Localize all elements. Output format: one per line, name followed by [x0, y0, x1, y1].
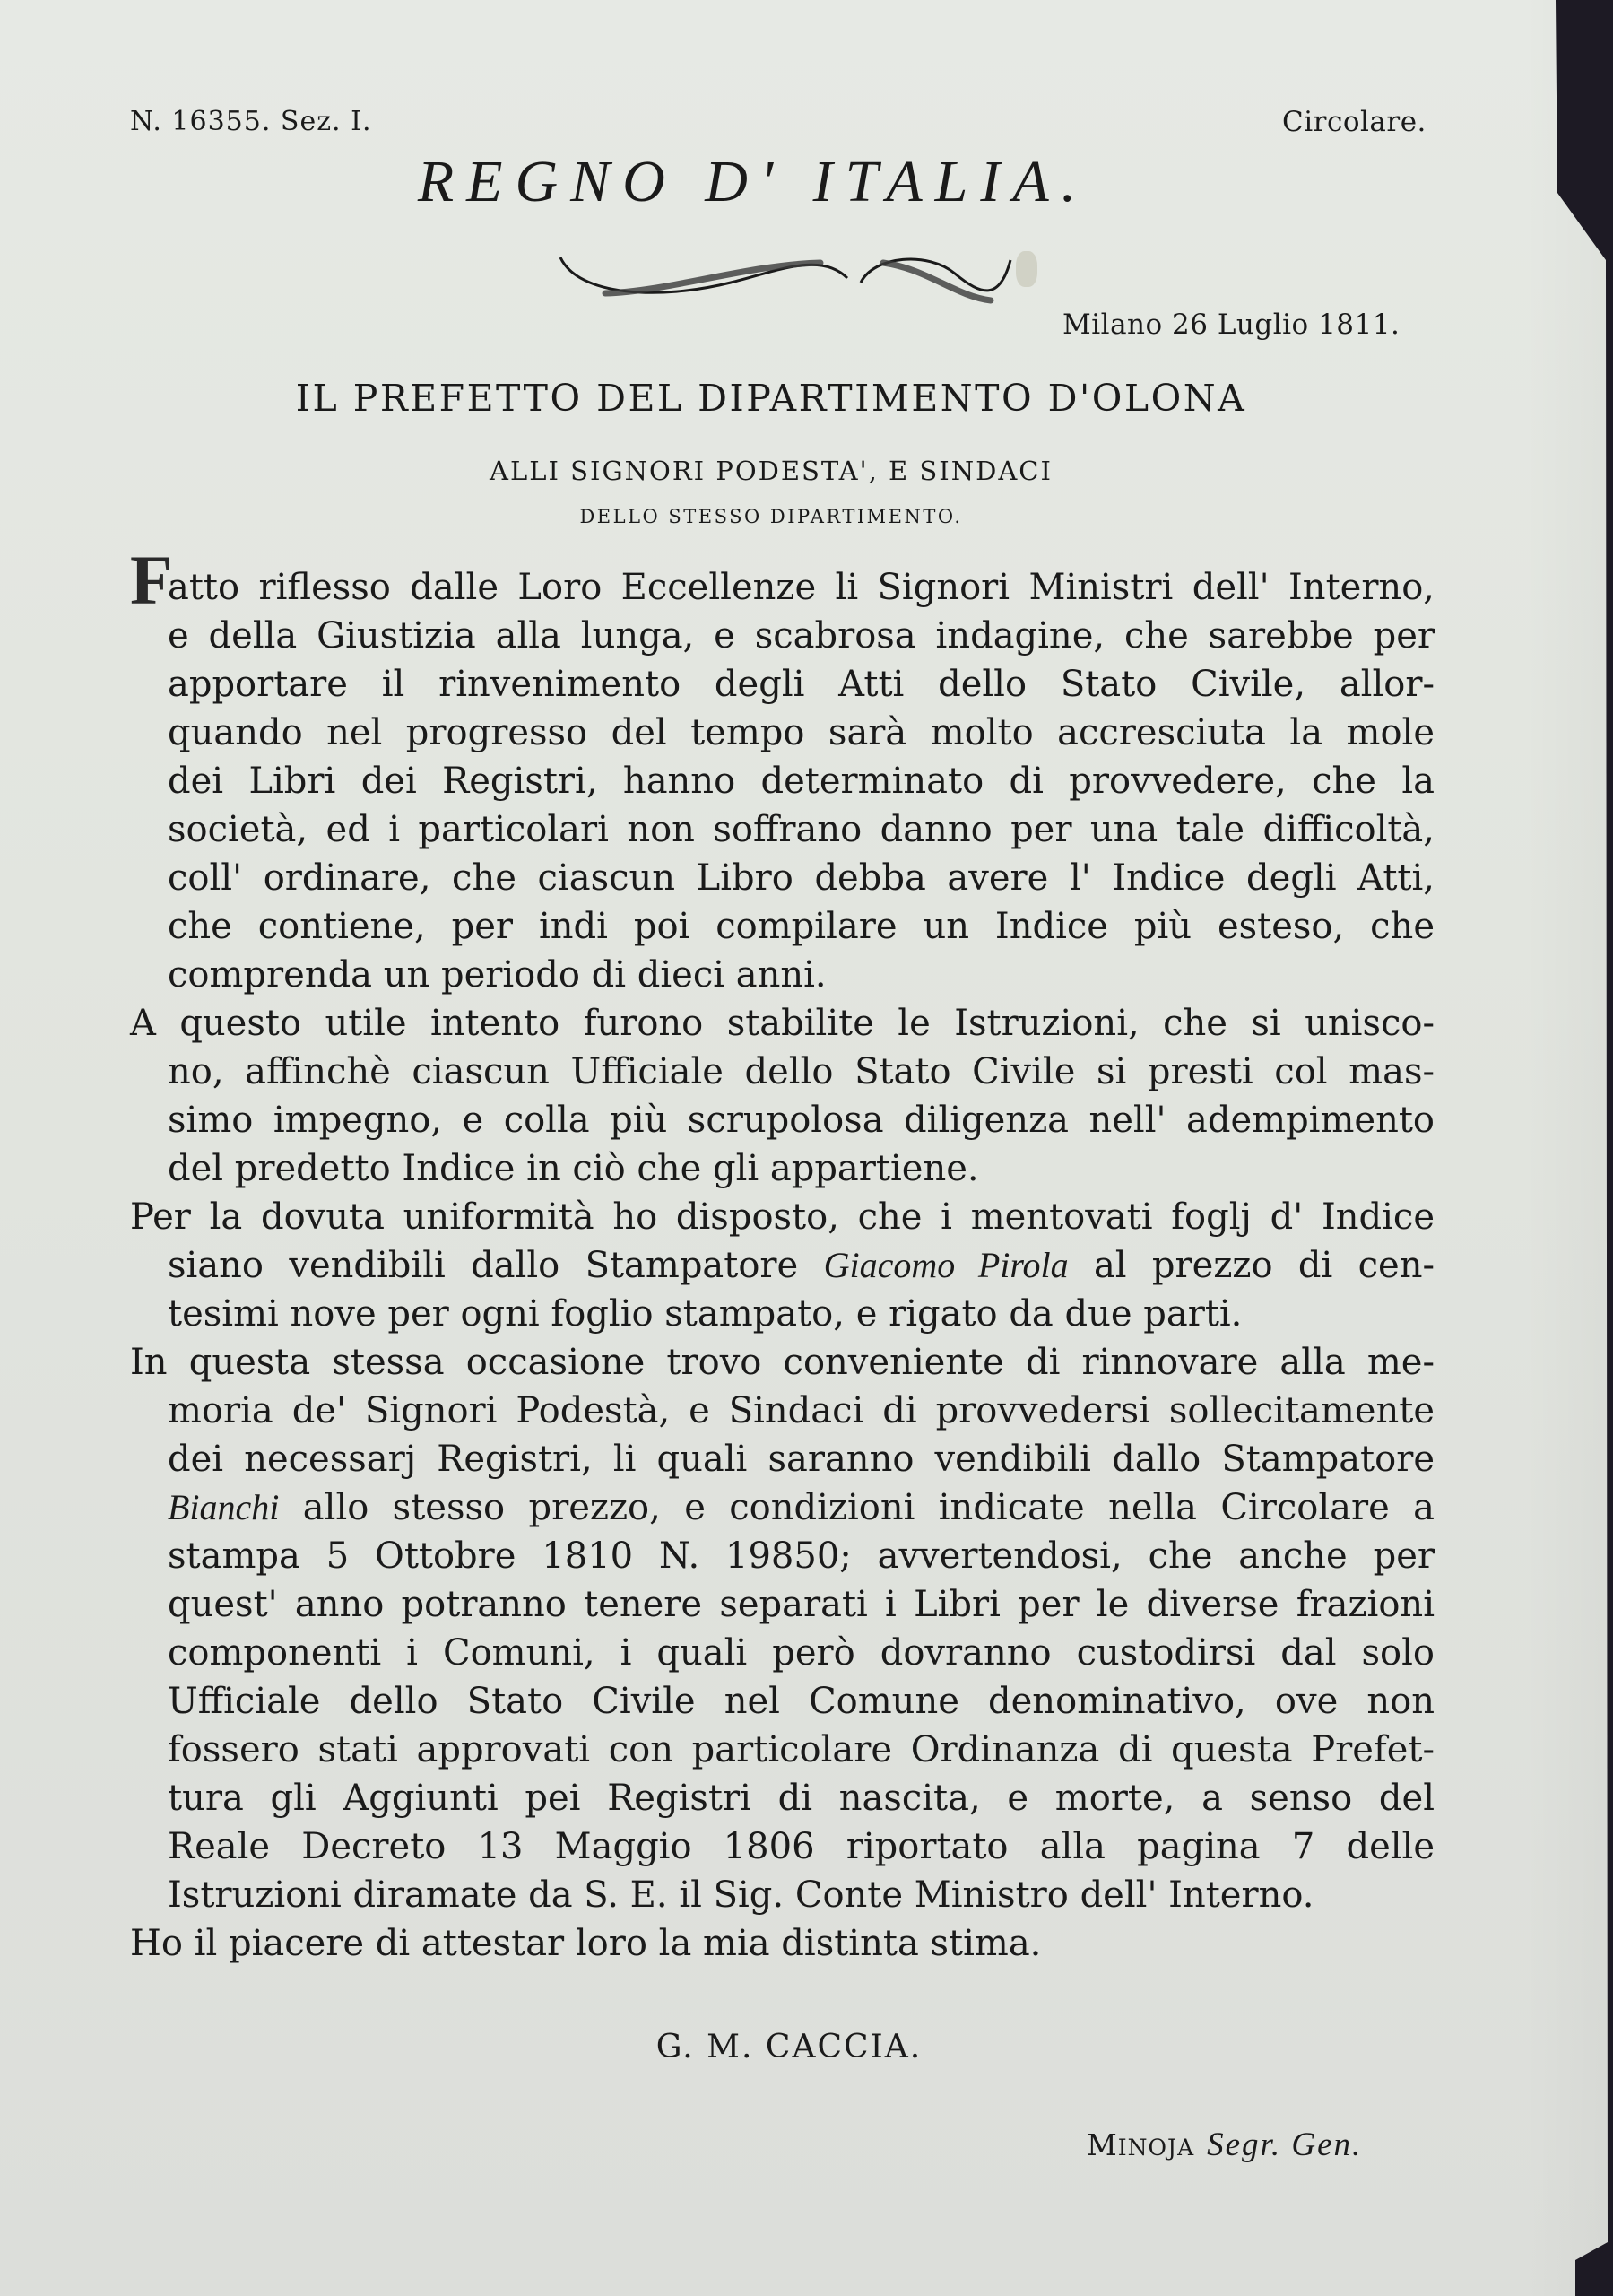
body-line: quest' anno potranno tenere separati i Libri per le diverse frazioni	[168, 1584, 1435, 1625]
body-line: componenti i Comuni, i quali però dovranno custodirsi dal solo	[168, 1632, 1435, 1674]
body-line	[130, 1241, 1435, 1290]
paragraph-3	[130, 1193, 1435, 1338]
prefect-signature: G. M. CACCIA.	[655, 2029, 923, 2066]
body-line: e della Giustizia alla lunga, e scabrosa indagine, che sarebbe per	[168, 615, 1435, 657]
reference-number: N. 16355. Sez. I.	[130, 106, 372, 137]
body-line: del predetto Indice in ciò che gli appartiene.	[168, 1148, 979, 1189]
flourish-ornament-icon	[551, 247, 1018, 314]
secretary-title: Segr. Gen.	[1207, 2126, 1363, 2163]
body-line: simo impegno, e colla più scrupolosa diligenza nell' adempimento	[168, 1100, 1435, 1141]
body-line: comprenda un periodo di dieci anni.	[168, 954, 827, 996]
body-line: Ufficiale dello Stato Civile nel Comune denominativo, ove non	[168, 1681, 1435, 1722]
secretary-signature	[1087, 2126, 1362, 2164]
kingdom-title: REGNO D' ITALIA.	[417, 149, 1089, 214]
body-line: In questa stessa occasione trovo conveniente di rinnovare alla me-	[130, 1342, 1435, 1383]
secretary-name-rest: INOJA	[1117, 2135, 1195, 2161]
printer-name: Bianchi	[168, 1487, 280, 1527]
body-line	[130, 541, 1435, 619]
ornament-right-swash-inner	[883, 263, 991, 300]
addressee-subline: DELLO STESSO DIPARTIMENTO.	[579, 506, 963, 527]
body-line: tura gli Aggiunti pei Registri di nascita, e morte, a senso del	[168, 1778, 1435, 1819]
body-line: società, ed i particolari non soffrano danno per una tale difficoltà,	[168, 809, 1435, 850]
closing-line: Ho il piacere di attestar loro la mia distinta stima.	[130, 1923, 1042, 1964]
body-line: moria de' Signori Podestà, e Sindaci di provvedersi sollecitamente	[168, 1390, 1435, 1431]
paper-stain	[1016, 251, 1037, 287]
body-line: dei necessarj Registri, li quali saranno vendibili dallo Stampatore	[168, 1439, 1435, 1480]
printer-name: Giacomo Pirola	[823, 1245, 1069, 1285]
addressee-line: ALLI SIGNORI PODESTA', E SINDACI	[490, 456, 1053, 486]
date-line: Milano 26 Luglio 1811.	[1062, 309, 1401, 341]
body-line-text: al prezzo di cen-	[1093, 1245, 1435, 1286]
body-line: Istruzioni diramate da S. E. il Sig. Conte Ministro dell' Interno.	[168, 1874, 1314, 1916]
paragraph-4	[130, 1338, 1435, 1919]
body-line	[130, 1483, 1435, 1532]
body-line: fossero stati approvati con particolare Ordinanza di questa Prefet-	[168, 1729, 1435, 1770]
paragraph-1	[130, 541, 1435, 999]
body-line: coll' ordinare, che ciascun Libro debba avere l' Indice degli Atti,	[168, 857, 1435, 899]
issuer-heading: IL PREFETTO DEL DIPARTIMENTO D'OLONA	[295, 377, 1247, 420]
body-line: quando nel progresso del tempo sarà molto accresciuta la mole	[168, 712, 1435, 753]
closing-paragraph	[130, 1919, 1435, 1968]
body-line: stampa 5 Ottobre 1810 N. 19850; avvertendosi, che anche per	[168, 1535, 1435, 1577]
drop-cap: F	[130, 541, 173, 619]
body-line: che contiene, per indi poi compilare un Indice più esteso, che	[168, 906, 1435, 947]
body-line: Per la dovuta uniformità ho disposto, che i mentovati foglj d' Indice	[130, 1196, 1435, 1238]
body-line-text: siano vendibili dallo Stampatore	[168, 1245, 799, 1286]
ornament-left-swash-inner	[605, 263, 820, 293]
body-line-text: allo stesso prezzo, e condizioni indicate nella Circolare a	[302, 1487, 1435, 1528]
document-type-label: Circolare.	[1282, 106, 1427, 138]
paragraph-2	[130, 999, 1435, 1193]
body-line: no, affinchè ciascun Ufficiale dello Stato Civile si presti col mas-	[168, 1051, 1435, 1092]
body-line: Reale Decreto 13 Maggio 1806 riportato alla pagina 7 delle	[168, 1826, 1435, 1867]
circular-body	[130, 541, 1435, 1968]
body-line: apportare il rinvenimento degli Atti dello Stato Civile, allor-	[168, 664, 1435, 705]
secretary-name-initial: M	[1087, 2127, 1118, 2162]
body-line: tesimi nove per ogni foglio stampato, e rigato da due parti.	[168, 1293, 1243, 1335]
body-line: A questo utile intento furono stabilite le Istruzioni, che si unisco-	[130, 1003, 1435, 1044]
body-line: dei Libri dei Registri, hanno determinato di provvedere, che la	[168, 761, 1435, 802]
body-line-text: atto riflesso dalle Loro Eccellenze li Signori Ministri dell' Interno,	[168, 567, 1435, 608]
